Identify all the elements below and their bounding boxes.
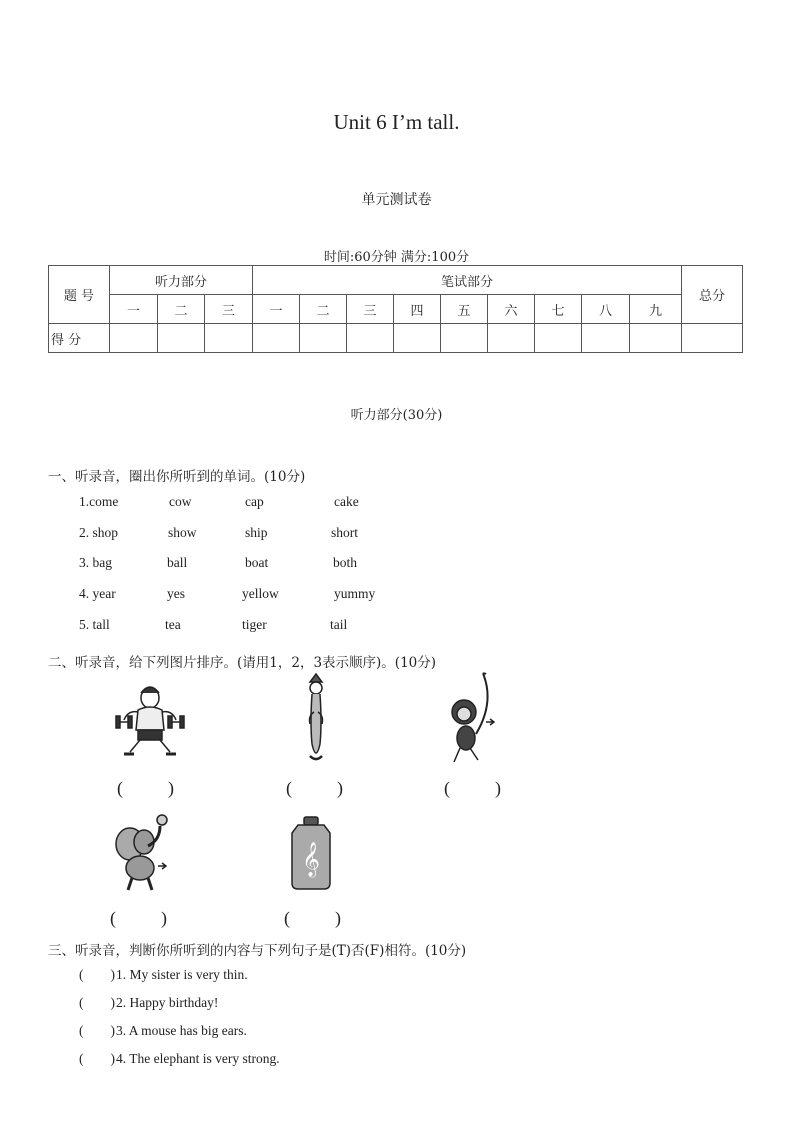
writing-col: 九	[630, 295, 682, 324]
answer-paren[interactable]: ( )	[110, 908, 167, 928]
listening-col: 三	[205, 295, 253, 324]
word-option[interactable]: show	[168, 525, 197, 540]
word-option[interactable]: tail	[330, 617, 348, 632]
svg-text:𝄞: 𝄞	[302, 842, 320, 877]
word-option[interactable]: ship	[245, 525, 268, 540]
answer-paren[interactable]: ( )	[444, 778, 501, 798]
page-title: Unit 6 I’m tall.	[333, 110, 460, 134]
elephant-ears-icon	[104, 810, 176, 896]
word-option[interactable]: yummy	[334, 586, 376, 601]
music-jar-icon	[288, 815, 334, 893]
answer-paren[interactable]: ( )	[117, 778, 174, 798]
score-cell[interactable]	[205, 324, 253, 353]
word-option[interactable]: tea	[165, 617, 181, 632]
writing-col: 四	[394, 295, 441, 324]
word-option[interactable]: cap	[245, 494, 264, 509]
score-cell[interactable]	[488, 324, 535, 353]
total-header: 总分	[682, 266, 743, 324]
score-cell[interactable]	[158, 324, 205, 353]
sentence-text: 1. My sister is very thin.	[116, 967, 248, 982]
word-option[interactable]: both	[333, 555, 358, 570]
listening-header: 听力部分	[110, 266, 253, 295]
answer-paren[interactable]: ( )	[284, 908, 341, 928]
answer-paren[interactable]: ( )	[79, 967, 115, 982]
word-option[interactable]: 1.come	[79, 494, 119, 509]
writing-col: 三	[347, 295, 394, 324]
listening-col: 一	[110, 295, 158, 324]
sentence-text: 2. Happy birthday!	[116, 995, 219, 1010]
score-cell[interactable]	[253, 324, 300, 353]
word-option[interactable]: 5. tall	[79, 617, 110, 632]
writing-header: 笔试部分	[253, 266, 682, 295]
word-option[interactable]: cake	[334, 494, 359, 509]
writing-col: 一	[253, 295, 300, 324]
answer-paren[interactable]: ( )	[79, 1023, 115, 1038]
score-cell[interactable]	[347, 324, 394, 353]
score-cell[interactable]	[441, 324, 488, 353]
score-cell[interactable]	[394, 324, 441, 353]
word-option[interactable]: ball	[167, 555, 188, 570]
score-cell[interactable]	[630, 324, 682, 353]
part3-heading: 三、听录音，判断你所听到的内容与下列句子是(T)否(F)相符。(10分)	[48, 943, 467, 959]
writing-col: 六	[488, 295, 535, 324]
sentence-text: 3. A mouse has big ears.	[116, 1023, 247, 1038]
table-row-label-title: 题 号	[49, 266, 110, 324]
answer-paren[interactable]: ( )	[79, 1051, 115, 1066]
page-subtitle: 单元测试卷	[361, 192, 432, 208]
writing-col: 二	[300, 295, 347, 324]
word-option[interactable]: 3. bag	[79, 555, 112, 570]
word-option[interactable]: boat	[245, 555, 269, 570]
writing-col: 七	[535, 295, 582, 324]
score-cell[interactable]	[682, 324, 743, 353]
sentence-text: 4. The elephant is very strong.	[116, 1051, 280, 1066]
answer-paren[interactable]: ( )	[286, 778, 343, 798]
word-option[interactable]: 4. year	[79, 586, 116, 601]
thin-clown-icon	[296, 672, 336, 764]
listening-section-title: 听力部分(30分)	[350, 408, 443, 423]
part2-heading: 二、听录音，给下列图片排序。(请用1，2，3表示顺序)。(10分)	[48, 655, 437, 671]
score-row-label: 得 分	[49, 324, 110, 353]
part1-heading: 一、听录音，圈出你所听到的单词。(10分)	[48, 469, 306, 485]
strong-boy-dumbbells-icon	[110, 680, 190, 760]
word-option[interactable]: 2. shop	[79, 525, 119, 540]
word-option[interactable]: short	[331, 525, 358, 540]
listening-col: 二	[158, 295, 205, 324]
score-cell[interactable]	[300, 324, 347, 353]
monkey-tail-icon	[440, 672, 500, 772]
word-option[interactable]: cow	[169, 494, 192, 509]
score-cell[interactable]	[110, 324, 158, 353]
word-option[interactable]: tiger	[242, 617, 267, 632]
score-table	[48, 265, 743, 353]
score-cell[interactable]	[582, 324, 630, 353]
answer-paren[interactable]: ( )	[79, 995, 115, 1010]
time-info: 时间:60分钟 满分:100分	[323, 250, 470, 265]
word-option[interactable]: yellow	[242, 586, 279, 601]
writing-col: 五	[441, 295, 488, 324]
score-cell[interactable]	[535, 324, 582, 353]
writing-col: 八	[582, 295, 630, 324]
word-option[interactable]: yes	[167, 586, 185, 601]
